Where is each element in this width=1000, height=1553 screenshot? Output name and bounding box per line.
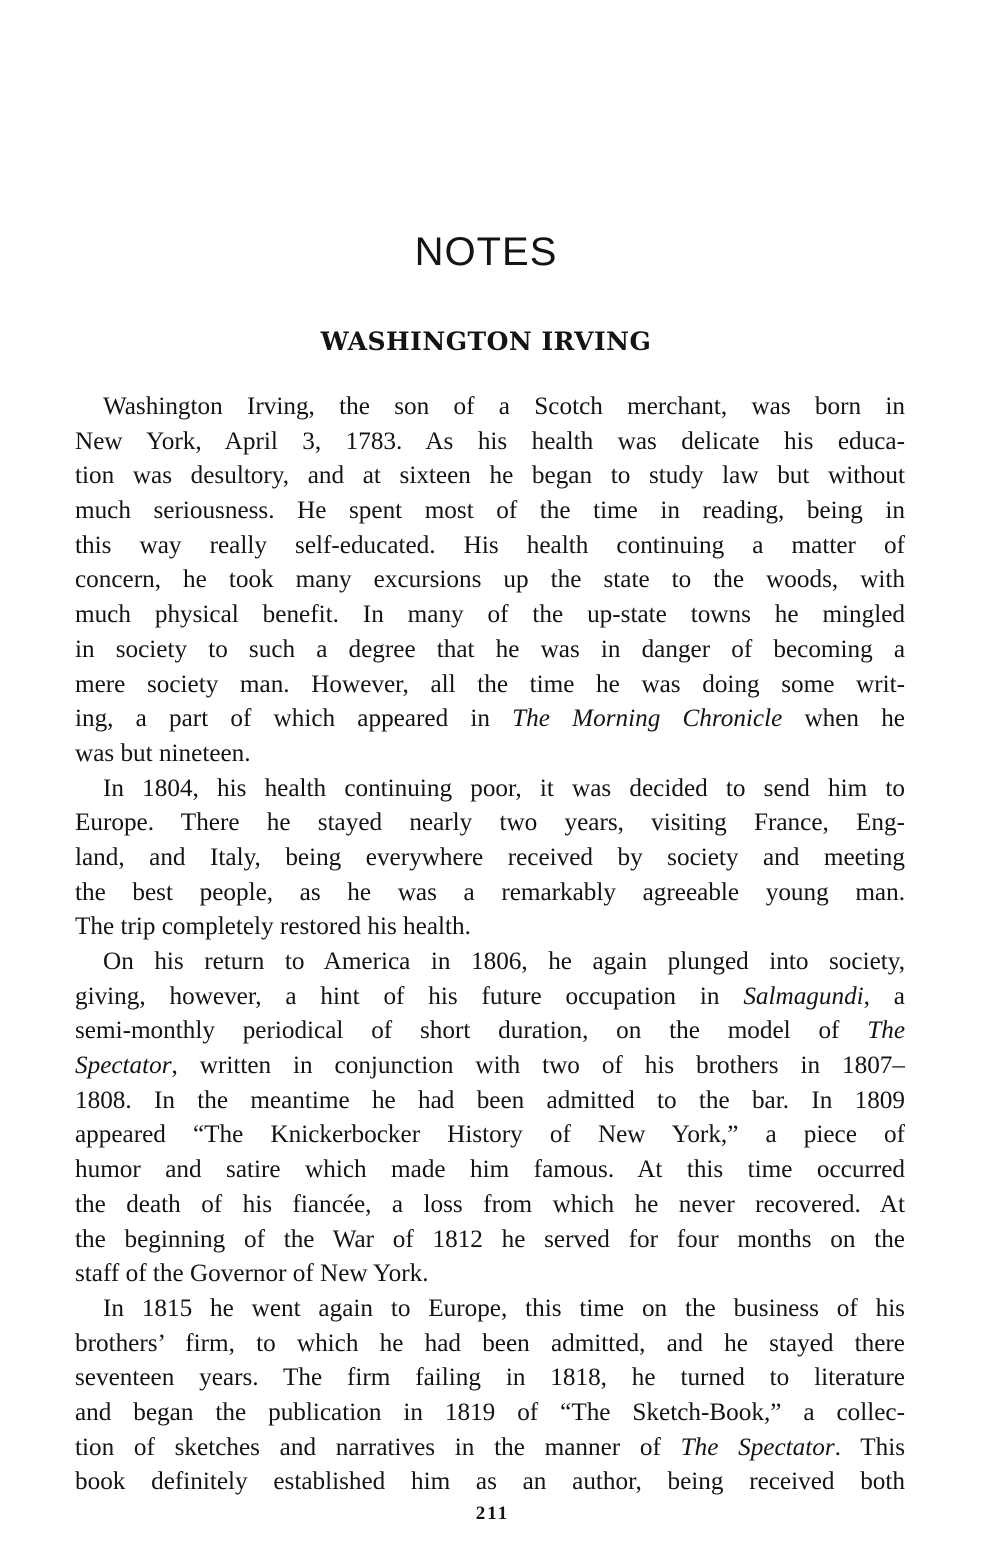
italic-title: Salmagundi [743,982,864,1010]
text-line [75,1465,905,1500]
text-line [75,1223,905,1258]
page-number: 211 [475,1503,510,1524]
body-text [75,390,905,1500]
text-line [75,1118,905,1153]
text-line [75,1049,905,1084]
text-run: On his return to America in 1806, he again plunged into society, [103,948,905,975]
text-run: was but nineteen. [75,739,251,767]
section-title: NOTES [414,230,558,274]
text-line [75,459,905,494]
text-line [75,910,905,945]
text-line [75,1014,905,1049]
text-run: seventeen years. The firm failing in 1818, he turned to literature [75,1364,905,1392]
text-run: in society to such a degree that he was in danger of becoming a [75,635,905,663]
text-run: mere society man. However, all the time he was doing some writ- [75,670,905,698]
text-line [75,876,905,911]
paragraph [75,390,905,772]
chapter-title: WASHINGTON IRVING [320,327,652,356]
text-run: In 1804, his health continuing poor, it was decided to send him to [103,774,905,802]
text-run: Washington Irving, the son of a Scotch merchant, was born in [103,393,905,420]
italic-title: The [867,1017,905,1045]
text-line [75,390,905,425]
text-run: this way really self-educated. His health continuing a matter of [75,531,905,559]
text-run: humor and satire which made him famous. At this time occurred [75,1156,905,1184]
text-run: tion of sketches and narratives in the manner of [75,1433,681,1461]
text-line [75,980,905,1015]
italic-title: The Morning Chronicle [512,705,783,733]
text-run: land, and Italy, being everywhere received by society and meeting [75,843,905,871]
text-run: New York, April 3, 1783. As his health was delicate his educa- [75,427,905,455]
text-run: Europe. There he stayed nearly two years, visiting France, Eng- [75,809,905,837]
text-run: , a [863,982,905,1010]
text-line [75,425,905,460]
text-run: much physical benefit. In many of the up-state towns he mingled [75,601,905,629]
text-run: the beginning of the War of 1812 he served for four months on the [75,1225,905,1253]
paragraph [75,772,905,945]
text-run: giving, however, a hint of his future occupation in [75,982,744,1010]
text-run: appeared “The Knickerbocker History of New York,” a piece of [75,1121,905,1149]
text-line [75,1431,905,1466]
text-run: when he [782,705,905,733]
text-line [75,737,905,772]
text-line [75,563,905,598]
italic-title: The Spectator [680,1433,835,1461]
text-line [75,1396,905,1431]
text-line [75,772,905,807]
text-line [75,1292,905,1327]
text-line [75,841,905,876]
text-line [75,702,905,737]
text-line [75,1084,905,1119]
text-run: 1808. In the meantime he had been admitted to the bar. In 1809 [75,1086,905,1114]
text-run: book definitely established him as an author, being received both [75,1468,905,1496]
text-run: and began the publication in 1819 of “The Sketch-Book,” a collec- [75,1398,905,1426]
paragraph [75,1292,905,1500]
text-line [75,806,905,841]
text-run: concern, he took many excursions up the state to the woods, with [75,566,905,594]
text-run: much seriousness. He spent most of the time in reading, being in [75,497,905,525]
text-line [75,945,905,980]
text-line [75,668,905,703]
text-run: , written in conjunction with two of his brothers in 1807– [171,1052,905,1080]
text-line [75,1257,905,1292]
text-line [75,1188,905,1223]
text-run: In 1815 he went again to Europe, this time on the business of his [103,1294,905,1322]
text-run: tion was desultory, and at sixteen he began to study law but without [75,462,905,490]
text-run: ing, a part of which appeared in [75,705,513,733]
text-line [75,633,905,668]
text-line [75,494,905,529]
text-line [75,1361,905,1396]
text-run: staff of the Governor of New York. [75,1260,429,1288]
text-line [75,598,905,633]
text-line [75,529,905,564]
text-run: . This [834,1433,905,1461]
text-line [75,1153,905,1188]
text-run: semi-monthly periodical of short duration, on the model of [75,1017,868,1045]
text-run: The trip completely restored his health. [75,913,471,941]
italic-title: Spectator [75,1052,172,1080]
text-run: the best people, as he was a remarkably agreeable young man. [75,878,905,906]
text-run: brothers’ firm, to which he had been admitted, and he stayed there [75,1329,905,1357]
paragraph [75,945,905,1292]
text-line [75,1327,905,1362]
text-run: the death of his fiancée, a loss from which he never recovered. At [75,1190,905,1218]
